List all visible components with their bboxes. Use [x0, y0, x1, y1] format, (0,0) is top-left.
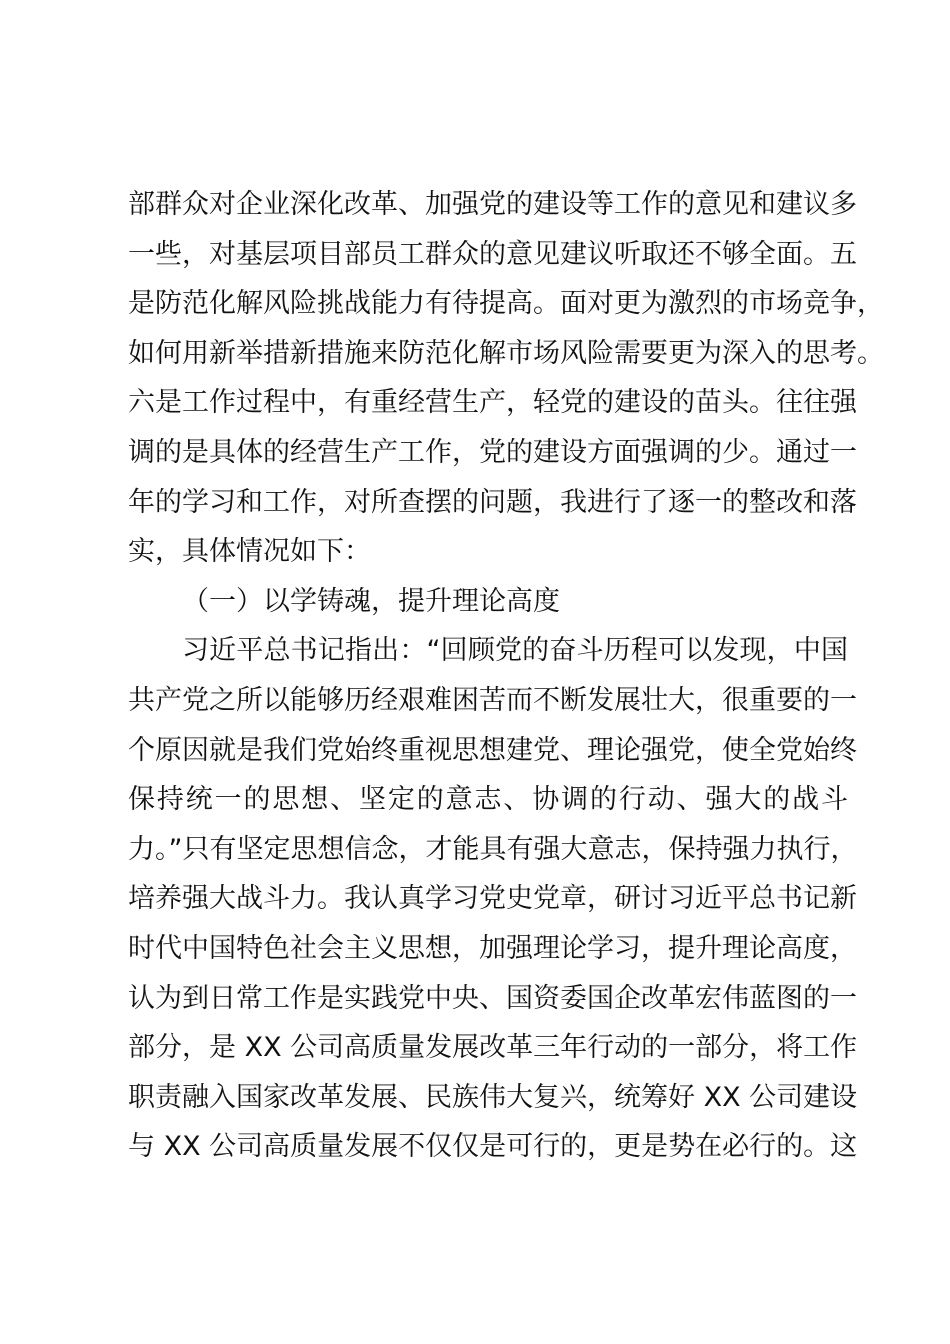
text-line: 部分，是 XX 公司高质量发展改革三年行动的一部分，将工作: [128, 1032, 858, 1064]
text-line: 个原因就是我们党始终重视思想建党、理论强党，使全党始终: [128, 734, 857, 766]
text-line: 年的学习和工作，对所查摆的问题，我进行了逐一的整改和落: [128, 486, 857, 518]
text-line: 共产党之所以能够历经艰难困苦而不断发展壮大，很重要的一: [128, 684, 857, 716]
text-line: 部群众对企业深化改革、加强党的建设等工作的意见和建议多: [128, 189, 857, 220]
text-line: 六是工作过程中，有重经营生产，轻党的建设的苗头。往往强: [128, 387, 857, 419]
text-line: 职责融入国家改革发展、民族伟大复兴，统筹好 XX 公司建设: [128, 1081, 858, 1113]
text-line: 时代中国特色社会主义思想，加强理论学习，提升理论高度，: [128, 932, 857, 964]
text-line: 力。”只有坚定思想信念，才能具有强大意志，保持强力执行，: [128, 833, 858, 865]
text-line: 一些，对基层项目部员工群众的意见建议听取还不够全面。五: [128, 238, 857, 270]
text-line: 与 XX 公司高质量发展不仅仅是可行的，更是势在必行的。这: [128, 1131, 858, 1163]
text-line: 培养强大战斗力。我认真学习党史党章，研讨习近平总书记新: [128, 883, 857, 915]
section-heading: （一）以学铸魂，提升理论高度: [182, 585, 560, 617]
text-line: 是防范化解风险挑战能力有待提高。面对更为激烈的市场竞争，: [128, 288, 884, 320]
text-line: 认为到日常工作是实践党中央、国资委国企改革宏伟蓝图的一: [128, 982, 857, 1014]
text-line: 调的是具体的经营生产工作，党的建设方面强调的少。通过一: [128, 436, 857, 468]
body-text: [128, 180, 884, 1172]
text-line: 如何用新举措新措施来防范化解市场风险需要更为深入的思考。: [128, 337, 884, 369]
text-line: 实，具体情况如下：: [128, 536, 371, 568]
text-line: 保持统一的思想、坚定的意志、协调的行动、强大的战斗: [128, 784, 848, 816]
paragraph-first-line: 习近平总书记指出：“回顾党的奋斗历程可以发现，中国: [182, 635, 848, 667]
